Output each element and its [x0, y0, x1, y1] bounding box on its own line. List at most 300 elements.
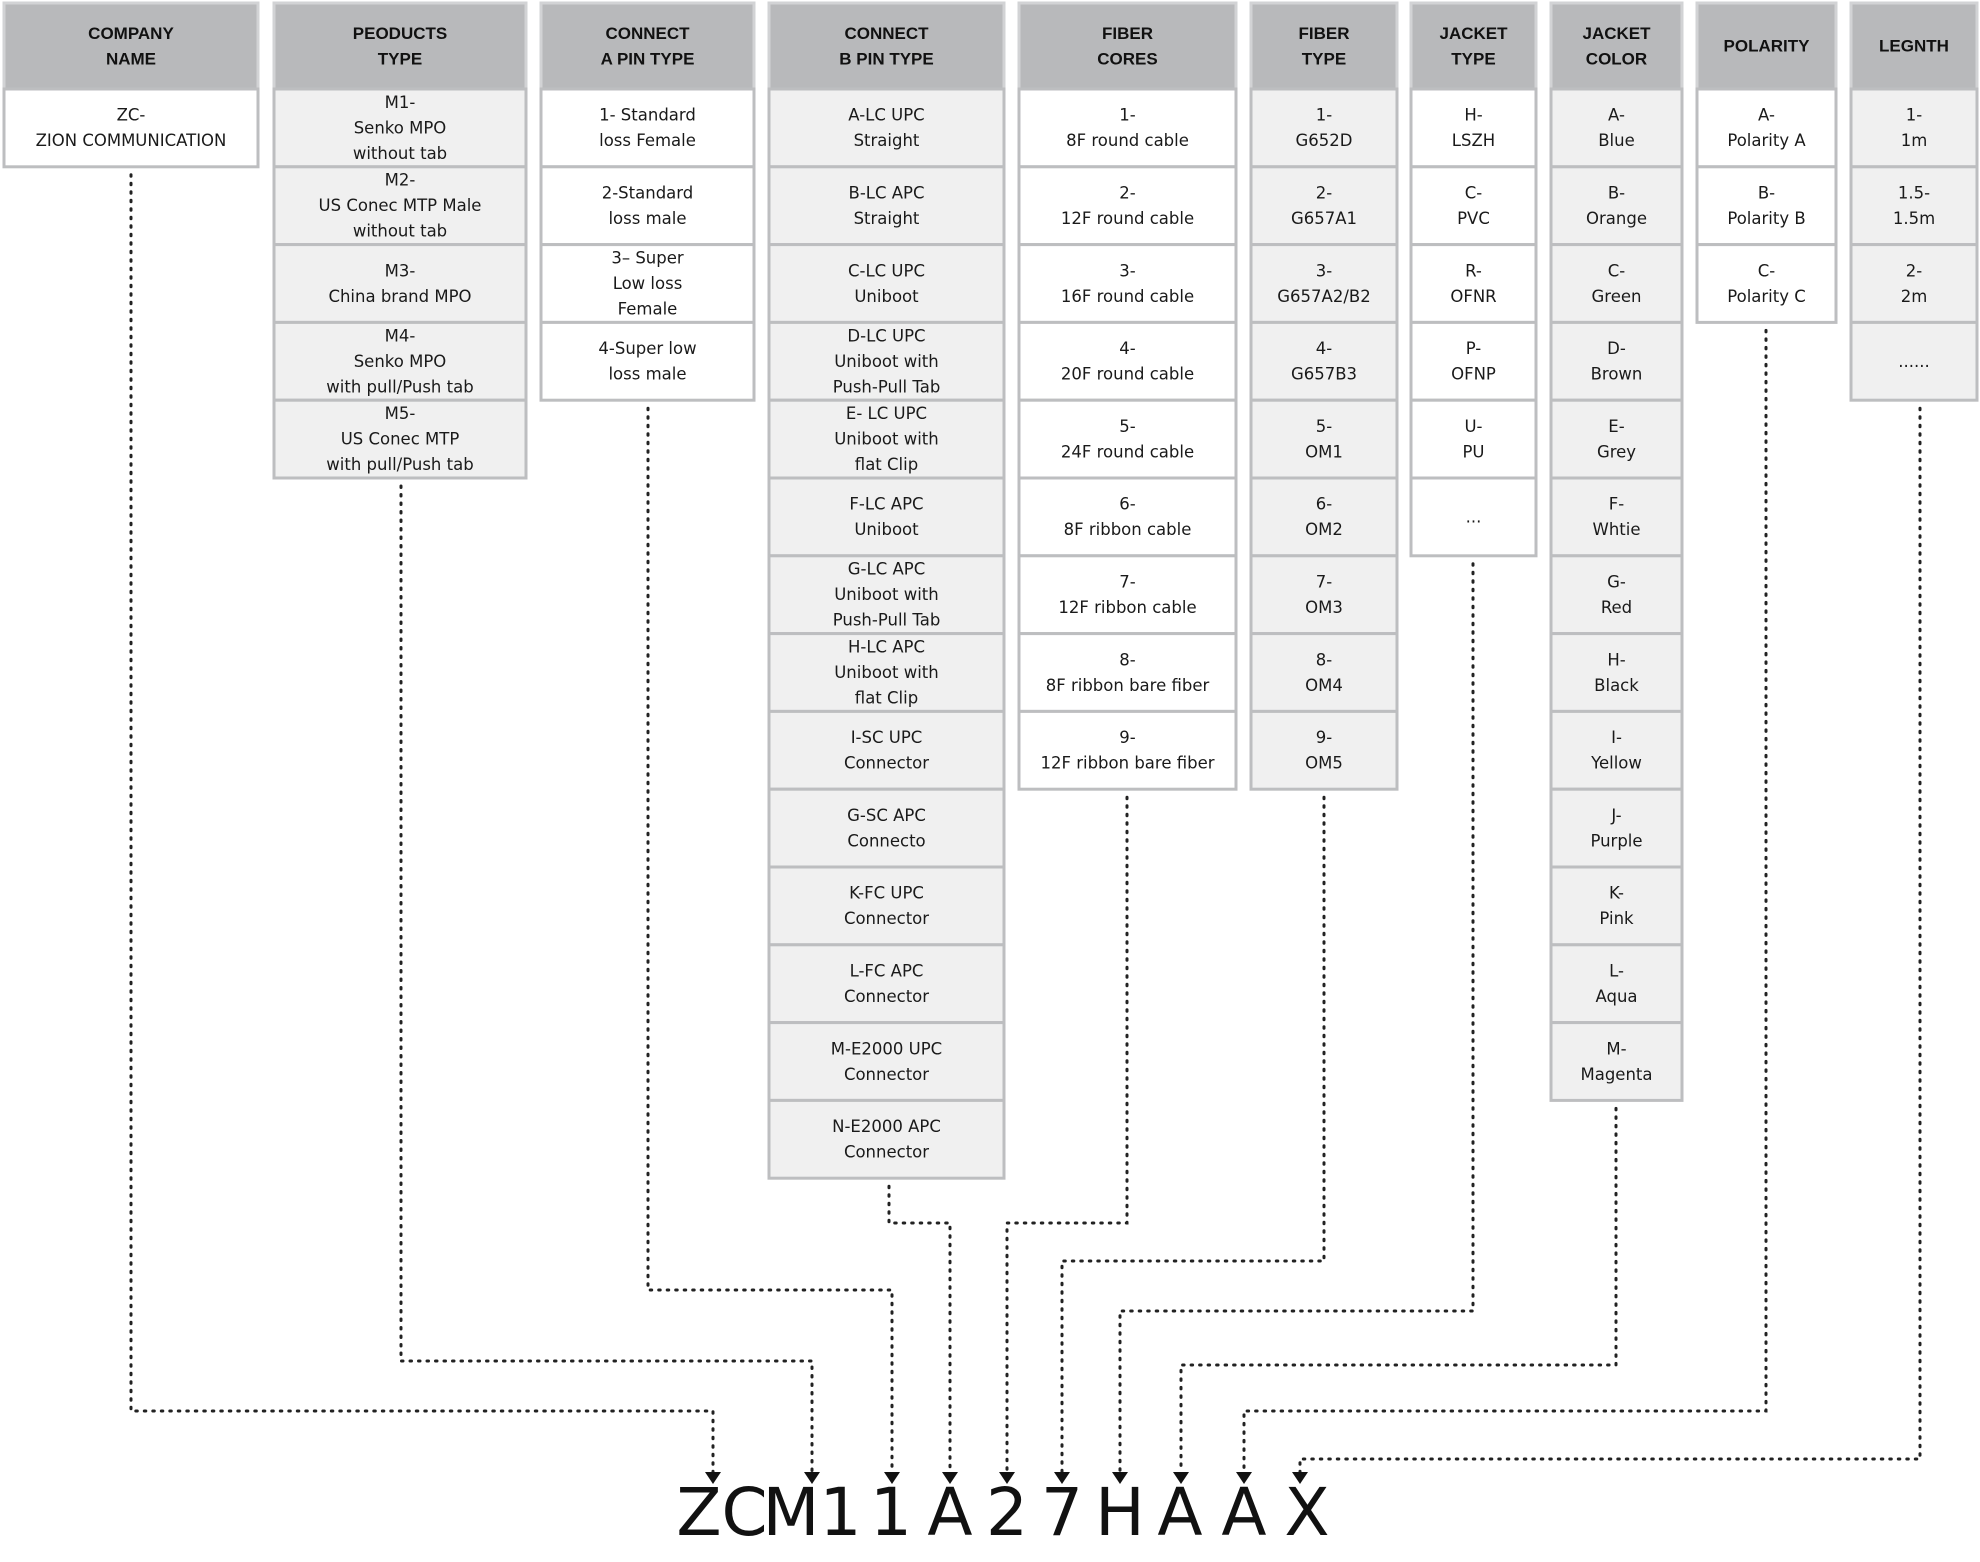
option-cell-bg	[769, 945, 1004, 1023]
option-cell	[1851, 167, 1977, 245]
option-cell	[1551, 400, 1682, 478]
option-cell-line: M-	[1606, 1039, 1627, 1059]
option-cell-line: K-FC UPC	[849, 883, 924, 903]
option-cell	[1551, 556, 1682, 634]
column-jacket-type	[1411, 3, 1536, 556]
option-cell-line: Straight	[853, 208, 920, 228]
option-cell-line: without tab	[352, 221, 448, 241]
option-cell	[769, 867, 1004, 945]
option-cell-line: E-	[1608, 416, 1625, 436]
option-cell	[769, 167, 1004, 245]
option-cell-line: 12F ribbon cable	[1058, 597, 1197, 617]
option-cell-line: Grey	[1596, 442, 1637, 462]
option-cell-line: 1-	[1905, 105, 1923, 125]
option-cell-line: G657A1	[1290, 208, 1358, 228]
code-segment: M1	[762, 1474, 862, 1551]
option-cell	[1851, 89, 1977, 167]
option-cell-line: 4-	[1119, 339, 1136, 359]
option-cell-line: 1.5-	[1897, 183, 1931, 203]
option-cell-line: Uniboot with	[834, 429, 939, 449]
column-connect-a	[541, 3, 754, 400]
option-cell	[4, 89, 258, 167]
option-cell-bg	[769, 478, 1004, 556]
option-cell-line: 20F round cable	[1060, 364, 1195, 384]
option-cell	[1251, 478, 1397, 556]
option-cell-line: 5-	[1315, 416, 1333, 436]
option-cell	[1019, 89, 1236, 167]
option-cell	[1697, 89, 1836, 167]
option-cell	[274, 167, 526, 245]
option-cell-line: Black	[1594, 675, 1639, 695]
column-header	[1879, 37, 1949, 56]
option-cell-line: Push-Pull Tab	[832, 377, 941, 397]
option-cell-bg	[1251, 322, 1397, 400]
option-cell-line: Connector	[843, 1142, 930, 1162]
option-cell-bg	[4, 89, 258, 167]
option-cell-bg	[1251, 167, 1397, 245]
option-cell-bg	[274, 245, 526, 323]
column-fiber-cores	[1019, 3, 1236, 789]
column-header-line: POLARITY	[1723, 36, 1810, 56]
column-header-bg	[4, 3, 258, 89]
option-cell-line: 6-	[1315, 494, 1333, 514]
option-cell-line: P-	[1465, 339, 1482, 359]
option-cell-line: Female	[617, 299, 678, 319]
option-cell-bg	[1697, 245, 1836, 323]
option-cell	[769, 322, 1004, 400]
option-cell-bg	[1551, 167, 1682, 245]
option-cell-line: Yellow	[1591, 753, 1642, 773]
option-cell-line: 7-	[1315, 572, 1333, 592]
option-cell-bg	[1251, 89, 1397, 167]
option-cell-line: Brown	[1590, 364, 1643, 384]
option-cell	[1251, 89, 1397, 167]
option-cell-line: 24F round cable	[1060, 442, 1195, 462]
option-cell-bg	[1551, 400, 1682, 478]
option-cell-line: ...	[1465, 507, 1482, 527]
option-cell-line: Connecto	[847, 831, 926, 851]
option-cell	[1851, 322, 1977, 400]
option-cell-bg	[1551, 945, 1682, 1023]
option-cell-line: with pull/Push tab	[326, 455, 474, 475]
option-cell	[1551, 711, 1682, 789]
column-connect-b	[769, 3, 1004, 1178]
option-cell-line: OM1	[1305, 442, 1343, 462]
column-header-line: TYPE	[1301, 49, 1347, 69]
option-cell-bg	[1551, 556, 1682, 634]
option-cell-bg	[1851, 167, 1977, 245]
option-cell	[1551, 634, 1682, 712]
option-cell-bg	[1411, 400, 1536, 478]
option-cell	[769, 245, 1004, 323]
option-cell-line: Magenta	[1580, 1064, 1653, 1084]
option-cell-line: Connector	[843, 753, 930, 773]
code-segment: A	[1221, 1474, 1267, 1551]
option-cell-bg	[769, 1023, 1004, 1101]
option-cell	[769, 634, 1004, 712]
option-cell-line: 6-	[1119, 494, 1136, 514]
option-cell-line: G-LC APC	[847, 559, 926, 579]
option-cell-line: 4-	[1315, 339, 1333, 359]
option-cell-bg	[1551, 634, 1682, 712]
option-cell-bg	[1019, 167, 1236, 245]
option-cell-line: LSZH	[1451, 131, 1496, 151]
column-header-line: COMPANY	[88, 23, 174, 43]
option-cell	[1411, 400, 1536, 478]
option-cell-line: Uniboot with	[834, 351, 939, 371]
option-cell-line: B-	[1757, 183, 1776, 203]
option-cell-bg	[1019, 711, 1236, 789]
option-cell-bg	[1019, 634, 1236, 712]
option-cell-bg	[541, 167, 754, 245]
column-header-bg	[769, 3, 1004, 89]
code-segment: 7	[1041, 1474, 1083, 1551]
column-header-line: FIBER	[1102, 23, 1153, 43]
option-cell	[274, 89, 526, 167]
option-cell	[1019, 478, 1236, 556]
column-header-line: COLOR	[1585, 49, 1648, 69]
option-cell	[769, 711, 1004, 789]
option-cell	[1551, 945, 1682, 1023]
option-cell-line: 12F round cable	[1060, 208, 1195, 228]
option-cell-line: Push-Pull Tab	[832, 610, 941, 630]
option-cell-line: L-FC APC	[849, 961, 924, 981]
option-cell-line: 8F round cable	[1066, 131, 1189, 151]
option-cell	[769, 1023, 1004, 1101]
option-cell-bg	[1411, 167, 1536, 245]
option-cell-line: OM5	[1305, 753, 1343, 773]
option-cell-line: I-	[1611, 728, 1622, 748]
option-cell	[541, 89, 754, 167]
option-cell-line: Blue	[1598, 131, 1635, 151]
option-cell-bg	[1251, 245, 1397, 323]
column-header-line: PEODUCTS	[352, 23, 448, 43]
option-cell	[1551, 322, 1682, 400]
option-cell-bg	[1019, 556, 1236, 634]
option-cell-line: PU	[1462, 442, 1485, 462]
option-cell-line: F-	[1608, 494, 1625, 514]
option-cell-bg	[1551, 322, 1682, 400]
option-cell-bg	[769, 711, 1004, 789]
option-cell-line: 3– Super	[611, 248, 684, 268]
column-header-bg	[1019, 3, 1236, 89]
option-cell-line: OM2	[1305, 520, 1343, 540]
option-cell-bg	[1551, 478, 1682, 556]
code-segment: X	[1284, 1474, 1330, 1551]
option-cell-line: 12F ribbon bare fiber	[1040, 753, 1215, 773]
option-cell-bg	[1019, 245, 1236, 323]
option-cell-line: China brand MPO	[328, 286, 472, 306]
option-cell	[769, 89, 1004, 167]
option-cell-line: M2-	[384, 170, 416, 190]
option-cell-line: N-E2000 APC	[832, 1117, 941, 1137]
column-product	[274, 3, 526, 478]
option-cell-line: 2m	[1900, 286, 1928, 306]
column-header-line: CORES	[1097, 49, 1158, 69]
option-cell	[1019, 245, 1236, 323]
option-cell-line: 9-	[1119, 728, 1136, 748]
option-cell-line: Connector	[843, 909, 930, 929]
option-cell-bg	[541, 322, 754, 400]
column-header-bg	[1251, 3, 1397, 89]
option-cell-line: PVC	[1457, 208, 1490, 228]
option-cell-bg	[1019, 89, 1236, 167]
option-cell-bg	[1251, 556, 1397, 634]
option-cell	[1251, 322, 1397, 400]
option-cell	[1411, 167, 1536, 245]
option-cell-line: Uniboot	[854, 520, 919, 540]
option-tables	[4, 3, 1977, 1178]
connector-line	[1181, 1108, 1616, 1472]
option-cell	[1411, 478, 1536, 556]
column-header-bg	[1411, 3, 1536, 89]
option-cell-line: H-	[1464, 105, 1483, 125]
option-cell-line: ......	[1898, 351, 1930, 371]
option-cell-line: Orange	[1586, 208, 1647, 228]
option-cell-bg	[769, 167, 1004, 245]
option-cell-line: Green	[1591, 286, 1642, 306]
option-cell-line: Purple	[1590, 831, 1643, 851]
option-cell-line: ZC-	[116, 105, 146, 125]
option-cell	[1551, 478, 1682, 556]
option-cell-line: ZION COMMUNICATION	[35, 131, 227, 151]
option-cell	[1411, 89, 1536, 167]
option-cell-bg	[1551, 89, 1682, 167]
option-cell-bg	[1851, 245, 1977, 323]
option-cell-bg	[1551, 711, 1682, 789]
option-cell-line: R-	[1465, 261, 1482, 281]
column-header-bg	[1551, 3, 1682, 89]
option-cell-bg	[769, 867, 1004, 945]
option-cell-line: 2-	[1905, 261, 1923, 281]
option-cell	[541, 167, 754, 245]
option-cell-bg	[769, 1100, 1004, 1178]
option-cell-bg	[1551, 245, 1682, 323]
option-cell	[1251, 556, 1397, 634]
option-cell-bg	[1697, 89, 1836, 167]
option-cell-line: D-	[1607, 339, 1626, 359]
option-cell	[1019, 400, 1236, 478]
option-cell-line: H-	[1607, 650, 1626, 670]
option-cell-bg	[1019, 478, 1236, 556]
option-cell	[1551, 1023, 1682, 1101]
option-cell-line: 3-	[1119, 261, 1136, 281]
option-cell-line: 5-	[1119, 416, 1136, 436]
code-segment: H	[1095, 1474, 1145, 1551]
column-fiber-type	[1251, 3, 1397, 789]
option-cell-bg	[1251, 400, 1397, 478]
option-cell-line: 8-	[1315, 650, 1333, 670]
option-cell-line: B-	[1607, 183, 1626, 203]
option-cell-line: Uniboot with	[834, 663, 939, 682]
option-cell-line: H-LC APC	[847, 637, 926, 657]
option-cell-line: J-	[1611, 805, 1622, 825]
option-cell	[274, 400, 526, 478]
option-cell-line: loss Female	[599, 131, 696, 151]
option-cell-bg	[1551, 1023, 1682, 1101]
option-cell-bg	[1551, 789, 1682, 867]
column-header-line: CONNECT	[605, 23, 690, 43]
connector-line	[889, 1186, 950, 1472]
option-cell-line: Uniboot	[854, 286, 919, 306]
option-cell	[1019, 167, 1236, 245]
option-cell	[1251, 167, 1397, 245]
column-company	[4, 3, 258, 167]
option-cell-line: G-	[1607, 572, 1626, 592]
option-cell-line: 1.5m	[1892, 208, 1936, 228]
option-cell	[1851, 245, 1977, 323]
column-header-line: B PIN TYPE	[839, 49, 934, 69]
option-cell	[1411, 322, 1536, 400]
option-cell-line: M3-	[384, 261, 416, 281]
code-segment: A	[927, 1474, 973, 1551]
code-segment: 2	[986, 1474, 1028, 1551]
option-cell-line: G657B3	[1290, 364, 1358, 384]
connector-line	[401, 486, 812, 1472]
option-cell-line: A-	[1758, 105, 1775, 125]
option-cell-line: Senko MPO	[353, 351, 447, 371]
option-cell-line: Connector	[843, 986, 930, 1006]
option-cell-line: M5-	[384, 404, 416, 424]
column-jacket-color	[1551, 3, 1682, 1100]
option-cell-line: Senko MPO	[353, 118, 447, 138]
column-header-bg	[274, 3, 526, 89]
option-cell-line: G657A2/B2	[1277, 286, 1371, 306]
option-cell-line: loss male	[608, 364, 687, 384]
option-cell-bg	[1019, 322, 1236, 400]
option-cell-line: OFNR	[1450, 286, 1497, 306]
option-cell	[769, 945, 1004, 1023]
column-header-line: NAME	[105, 49, 157, 69]
option-cell	[1019, 634, 1236, 712]
option-cell-line: with pull/Push tab	[326, 377, 474, 397]
option-cell-line: US Conec MTP	[340, 429, 460, 449]
option-cell-line: OM4	[1305, 675, 1343, 695]
option-cell-line: 2-Standard	[601, 183, 694, 203]
option-cell	[1551, 867, 1682, 945]
option-cell	[1411, 245, 1536, 323]
option-cell	[1251, 400, 1397, 478]
option-cell-line: 16F round cable	[1060, 286, 1195, 306]
option-cell-bg	[1251, 478, 1397, 556]
option-cell-line: 8F ribbon cable	[1063, 520, 1192, 540]
option-cell	[1551, 89, 1682, 167]
option-cell-line: 2-	[1119, 183, 1136, 203]
column-header-line: A PIN TYPE	[600, 49, 695, 69]
column-header-line: TYPE	[1451, 49, 1496, 69]
option-cell	[541, 245, 754, 323]
column-header-line: JACKET	[1439, 23, 1508, 43]
option-cell-line: M-E2000 UPC	[830, 1039, 943, 1059]
option-cell-line: Uniboot with	[834, 585, 939, 605]
option-cell-line: L-	[1609, 961, 1624, 981]
option-cell-line: flat Clip	[854, 688, 919, 708]
option-cell	[274, 322, 526, 400]
code-segment: A	[1157, 1474, 1203, 1551]
option-cell-line: E- LC UPC	[845, 404, 928, 424]
column-header-line: JACKET	[1582, 23, 1651, 43]
option-cell-line: loss male	[608, 208, 687, 228]
column-header-line: FIBER	[1298, 23, 1350, 43]
option-cell	[769, 400, 1004, 478]
option-cell-line: Connector	[843, 1064, 930, 1084]
option-cell-line: Low loss	[612, 274, 683, 293]
option-cell-line: U-	[1464, 416, 1483, 436]
option-cell-line: C-LC UPC	[848, 261, 925, 281]
option-cell-line: Aqua	[1595, 986, 1638, 1006]
code-segment: ZC	[676, 1474, 768, 1551]
column-header-line: TYPE	[377, 49, 423, 69]
option-cell-line: flat Clip	[854, 455, 919, 475]
option-cell	[1019, 711, 1236, 789]
code-segment: 1	[870, 1474, 912, 1551]
option-cell-bg	[541, 89, 754, 167]
option-cell-line: B-LC APC	[848, 183, 925, 203]
column-header-line: LEGNTH	[1879, 36, 1949, 56]
option-cell-line: G-SC APC	[847, 805, 926, 825]
option-cell	[541, 322, 754, 400]
column-polarity	[1697, 3, 1836, 322]
option-cell	[1019, 556, 1236, 634]
option-cell-line: 1-	[1315, 105, 1333, 125]
option-cell-line: A-LC UPC	[848, 105, 925, 125]
option-cell-line: D-LC UPC	[847, 326, 926, 346]
option-cell-line: 8F ribbon bare fiber	[1045, 675, 1210, 695]
option-cell-line: 1-	[1119, 105, 1136, 125]
column-length	[1851, 3, 1977, 400]
option-cell-line: G652D	[1295, 131, 1353, 151]
option-cell-bg	[1851, 89, 1977, 167]
option-cell-line: Polarity C	[1727, 286, 1806, 306]
option-cell-line: Straight	[853, 131, 920, 151]
option-cell-bg	[769, 245, 1004, 323]
option-cell-line: OFNP	[1451, 364, 1496, 384]
option-cell-line: Whtie	[1592, 520, 1641, 540]
option-cell	[1551, 167, 1682, 245]
option-cell-line: US Conec MTP Male	[318, 196, 482, 216]
option-cell	[274, 245, 526, 323]
option-cell-line: 1m	[1900, 131, 1928, 151]
option-cell-line: C-	[1464, 183, 1483, 203]
option-cell-line: OM3	[1305, 597, 1343, 617]
option-cell	[1551, 789, 1682, 867]
option-cell-line: 8-	[1119, 650, 1136, 670]
option-cell-bg	[1019, 400, 1236, 478]
option-cell-line: 7-	[1119, 572, 1136, 592]
option-cell	[1697, 245, 1836, 323]
option-cell	[1251, 245, 1397, 323]
connector-line	[1062, 797, 1324, 1472]
option-cell-bg	[1251, 711, 1397, 789]
option-cell	[1019, 322, 1236, 400]
option-cell	[1551, 245, 1682, 323]
option-cell	[1251, 711, 1397, 789]
option-cell	[1251, 634, 1397, 712]
option-cell-line: M1-	[384, 92, 416, 112]
option-cell-line: without tab	[352, 143, 448, 163]
option-cell	[1697, 167, 1836, 245]
option-cell-bg	[1251, 634, 1397, 712]
option-cell-line: C-	[1607, 261, 1626, 281]
connector-line	[1007, 797, 1127, 1472]
option-cell-line: Polarity A	[1727, 131, 1806, 151]
option-cell-bg	[769, 789, 1004, 867]
column-header-line: CONNECT	[844, 23, 929, 43]
option-cell-bg	[1411, 245, 1536, 323]
option-cell-line: I-SC UPC	[850, 728, 923, 748]
option-cell-line: 3-	[1315, 261, 1333, 281]
option-cell-line: M4-	[384, 326, 416, 346]
